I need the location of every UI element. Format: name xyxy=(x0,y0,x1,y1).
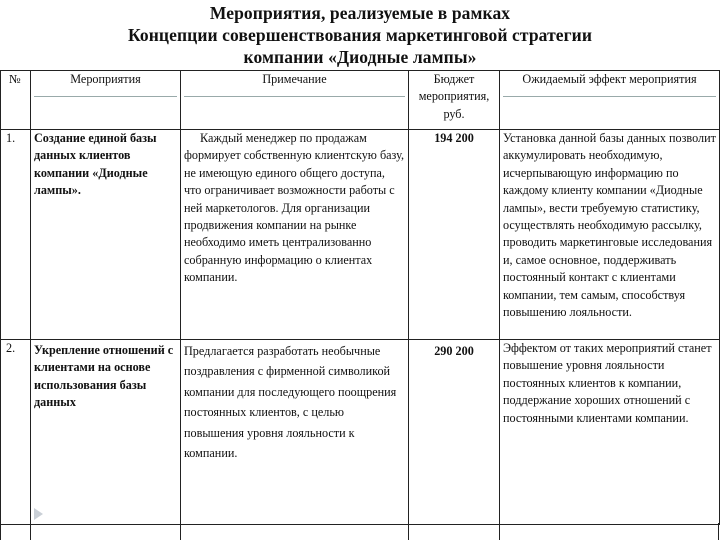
row-number: 2. xyxy=(1,340,31,525)
row-number: 1. xyxy=(1,130,31,340)
title-line-3: компании «Диодные лампы» xyxy=(243,47,477,67)
slide-title xyxy=(0,2,720,68)
row-event: Укрепление отношений с клиентами на основе использования базы данных xyxy=(31,340,181,525)
header-note-label: Примечание xyxy=(262,72,327,86)
play-arrow-icon[interactable] xyxy=(34,508,43,520)
table-header-row xyxy=(1,71,720,130)
footer-divider xyxy=(30,523,31,540)
row-effect: Установка данной базы данных позволит аккумулировать необходимую, исчерпывающую информацию по каждому клиенту компании «Диодные лампы», вести требуемую статистику, осуществлять необходимую рассылку, проводить маркетинговые исследования и, самое основное, поддерживать постоянный контакт с клиентами компании, тем самым, способствуя повышению лояльности. xyxy=(500,130,720,340)
events-table xyxy=(0,70,720,525)
table-footer-strip xyxy=(0,523,719,540)
header-effect-label: Ожидаемый эффект мероприятия xyxy=(522,72,697,86)
footer-divider xyxy=(0,523,1,540)
row-event: Создание единой базы данных клиентов компании «Диодные лампы». xyxy=(31,130,181,340)
header-underline xyxy=(34,96,177,97)
footer-divider xyxy=(499,523,500,540)
table-row xyxy=(1,130,720,340)
row-note: Каждый менеджер по продажам формирует собственную клиентскую базу, не имеющую единого общего доступа, что ограничивает возможности работы с ней маркетологов. Для организации продвижения компании на рынке необходимо иметь централизованно собранную информацию о клиентах компании. xyxy=(181,130,409,340)
table-row xyxy=(1,340,720,525)
header-underline xyxy=(503,96,716,97)
header-underline xyxy=(184,96,405,97)
footer-divider xyxy=(408,523,409,540)
title-line-1: Мероприятия, реализуемые в рамках xyxy=(209,3,511,23)
title-line-2: Концепции совершенствования маркетинговой стратегии xyxy=(127,25,593,45)
footer-divider xyxy=(718,523,719,540)
row-note: Предлагается разработать необычные поздравления с фирменной символикой компании для последующего поощрения постоянных клиентов, с целью повышения уровня лояльности к компании. xyxy=(181,340,409,525)
header-event-label: Мероприятия xyxy=(70,72,141,86)
footer-divider xyxy=(180,523,181,540)
header-effect xyxy=(500,71,720,130)
row-effect: Эффектом от таких мероприятий станет повышение уровня лояльности постоянных клиентов к компании, поддержание хороших отношений с постоянными клиентами компании. xyxy=(500,340,720,525)
row-budget: 290 200 xyxy=(409,340,500,525)
header-event xyxy=(31,71,181,130)
row-budget: 194 200 xyxy=(409,130,500,340)
header-budget: Бюджет мероприятия, руб. xyxy=(409,71,500,130)
header-number: № xyxy=(1,71,31,130)
header-note xyxy=(181,71,409,130)
